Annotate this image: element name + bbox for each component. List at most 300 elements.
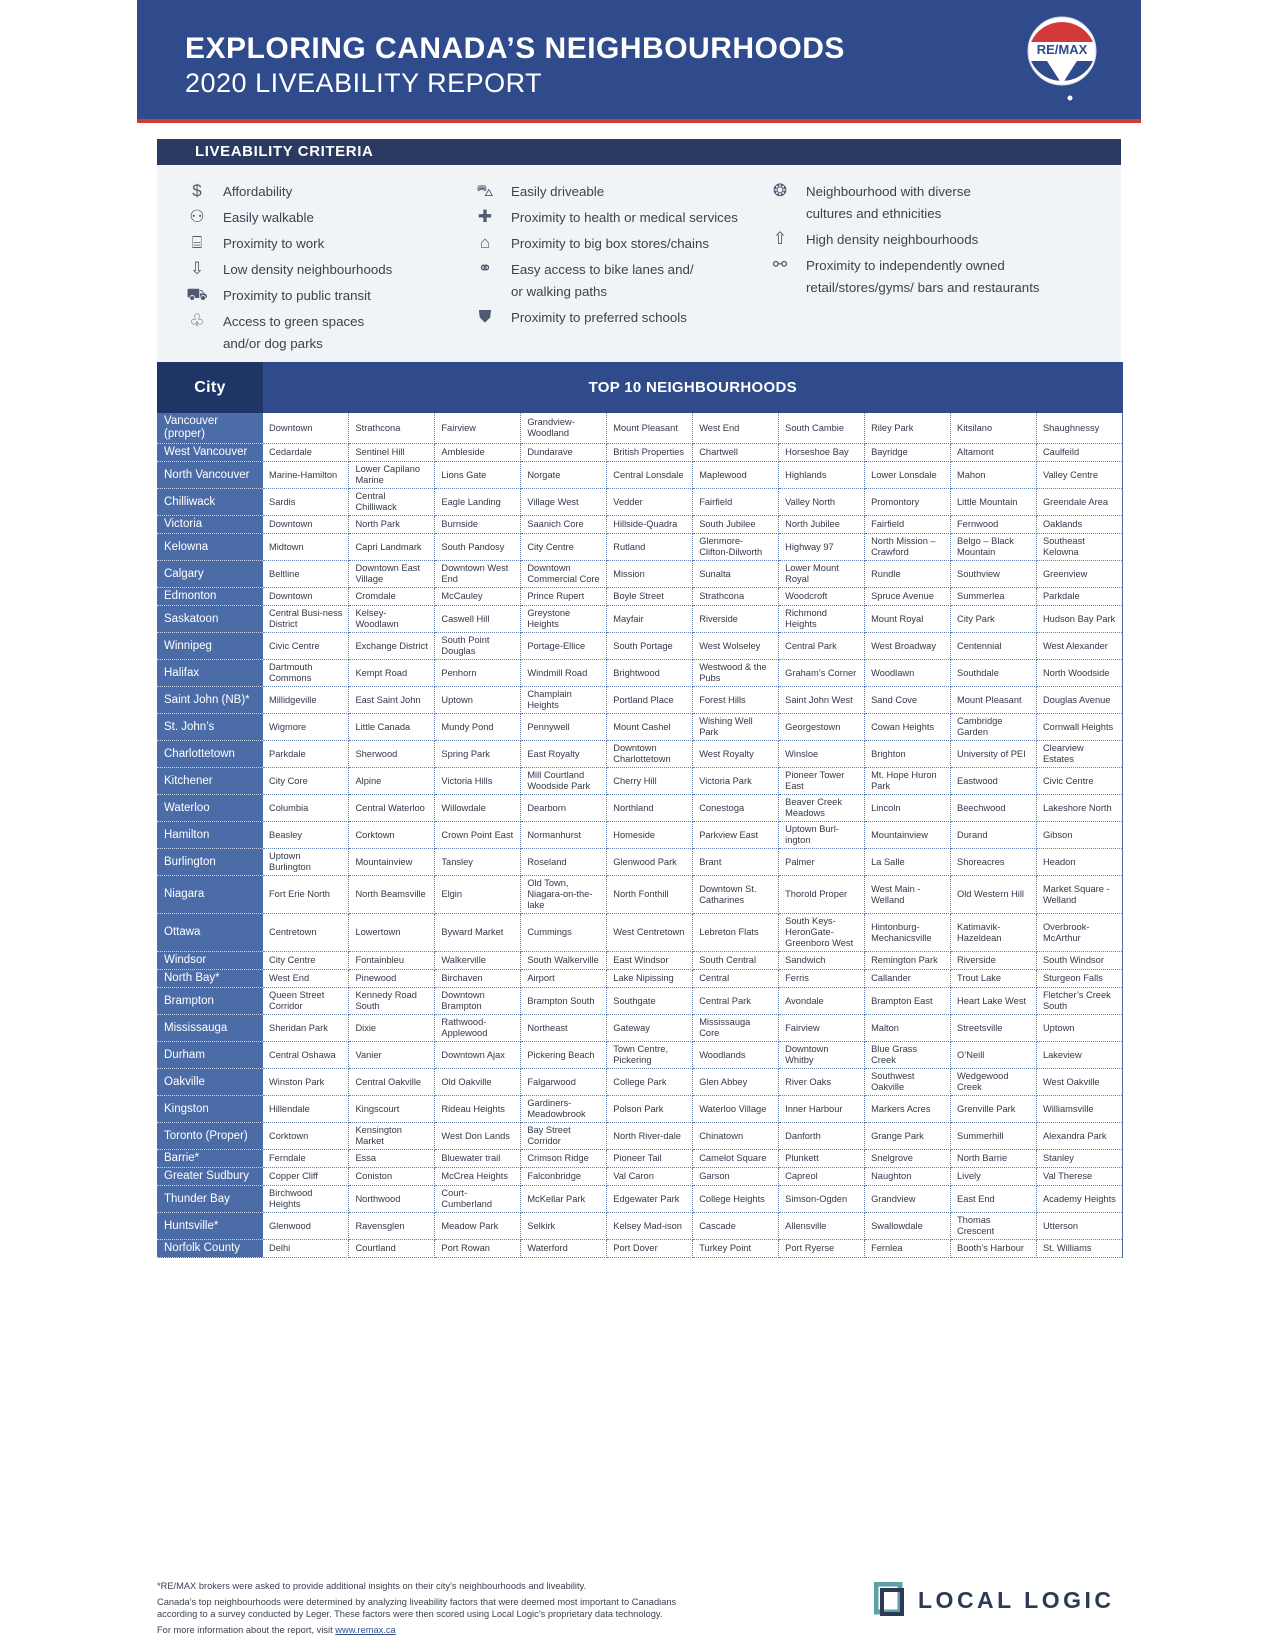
neighbourhood-cell: Beltline bbox=[263, 561, 349, 588]
neighbourhood-cell: Mount Pleasant bbox=[951, 687, 1037, 714]
bus-icon: ⛟ bbox=[186, 285, 208, 304]
neighbourhood-cell: Cambridge Garden bbox=[951, 714, 1037, 741]
neighbourhood-cell: Durand bbox=[951, 822, 1037, 849]
table-row bbox=[157, 534, 1123, 561]
neighbourhood-cell: Downtown Whitby bbox=[779, 1042, 865, 1069]
criteria-label: cultures and ethnicities bbox=[806, 206, 942, 221]
criteria-column-2 bbox=[472, 181, 738, 333]
neighbourhood-cell: Parkdale bbox=[263, 741, 349, 768]
neighbourhood-cell: Georgestown bbox=[779, 714, 865, 741]
neighbourhood-cell: Fontainbleu bbox=[349, 952, 435, 970]
neighbourhood-cell: Fairfield bbox=[693, 489, 779, 516]
neighbourhood-cell: Brampton East bbox=[865, 988, 951, 1015]
neighbourhood-cell: Grandview bbox=[865, 1186, 951, 1213]
neighbourhood-cell: Norgate bbox=[521, 462, 607, 489]
neighbourhood-cell: Fairview bbox=[779, 1015, 865, 1042]
neighbourhood-cell: Downtown Commercial Core bbox=[521, 561, 607, 588]
neighbourhood-cell: Corktown bbox=[349, 822, 435, 849]
neighbourhood-cell: Forest Hills bbox=[693, 687, 779, 714]
neighbourhood-cell: Southwest Oakville bbox=[865, 1069, 951, 1096]
neighbourhood-cell: Selkirk bbox=[521, 1213, 607, 1240]
neighbourhood-cell: Stanley bbox=[1036, 1150, 1122, 1168]
neighbourhood-cell: Corktown bbox=[263, 1123, 349, 1150]
neighbourhood-cell: Parkdale bbox=[1036, 588, 1122, 606]
neighbourhood-cell: Village West bbox=[521, 489, 607, 516]
neighbourhood-cell: Tansley bbox=[435, 849, 521, 876]
neighbourhood-cell: Swallowdale bbox=[865, 1213, 951, 1240]
neighbourhood-cell: Uptown bbox=[435, 687, 521, 714]
table-row bbox=[157, 714, 1123, 741]
neighbourhood-cell: West Broadway bbox=[865, 633, 951, 660]
city-cell: Thunder Bay bbox=[157, 1186, 263, 1213]
neighbourhood-cell: Prince Rupert bbox=[521, 588, 607, 606]
neighbourhood-cell: Port Ryerse bbox=[779, 1240, 865, 1258]
neighbourhood-cell: Champlain Heights bbox=[521, 687, 607, 714]
neighbourhood-cell: Cornwall Heights bbox=[1036, 714, 1122, 741]
neighbourhood-cell: Willowdale bbox=[435, 795, 521, 822]
neighbourhood-cell: Northland bbox=[607, 795, 693, 822]
neighbourhood-cell: Allensville bbox=[779, 1213, 865, 1240]
neighbourhood-cell: Spruce Avenue bbox=[865, 588, 951, 606]
table-row bbox=[157, 606, 1123, 633]
table-row bbox=[157, 687, 1123, 714]
neighbourhood-cell: Sturgeon Falls bbox=[1036, 970, 1122, 988]
neighbourhood-cell: Thomas Crescent bbox=[951, 1213, 1037, 1240]
neighbourhood-cell: Little Canada bbox=[349, 714, 435, 741]
neighbourhood-cell: Lakeshore North bbox=[1036, 795, 1122, 822]
neighbourhood-cell: East Saint John bbox=[349, 687, 435, 714]
neighbourhood-cell: Portage-Ellice bbox=[521, 633, 607, 660]
neighbourhood-cell: Downtown bbox=[263, 588, 349, 606]
neighbourhood-cell: Gardiners-Meadowbrook bbox=[521, 1096, 607, 1123]
report-header bbox=[137, 0, 1141, 123]
city-cell: West Vancouver bbox=[157, 444, 263, 462]
city-cell: Oakville bbox=[157, 1069, 263, 1096]
neighbourhood-cell: Cromdale bbox=[349, 588, 435, 606]
neighbourhood-cell: Falgarwood bbox=[521, 1069, 607, 1096]
neighbourhood-cell: Valley North bbox=[779, 489, 865, 516]
neighbourhood-cell: Pinewood bbox=[349, 970, 435, 988]
table-row bbox=[157, 1186, 1123, 1213]
neighbourhood-cell: South Cambie bbox=[779, 413, 865, 444]
criteria-item bbox=[472, 307, 738, 329]
neighbourhood-cell: Crown Point East bbox=[435, 822, 521, 849]
neighbourhood-cell: Centennial bbox=[951, 633, 1037, 660]
criteria-item bbox=[184, 181, 392, 203]
criteria-label: or walking paths bbox=[511, 284, 608, 299]
neighbourhood-cell: Rundle bbox=[865, 561, 951, 588]
neighbourhood-cell: Riverside bbox=[951, 952, 1037, 970]
neighbourhood-cell: Central Oshawa bbox=[263, 1042, 349, 1069]
neighbourhood-cell: Strathcona bbox=[349, 413, 435, 444]
neighbourhood-cell: Dartmouth Commons bbox=[263, 660, 349, 687]
neighbourhood-cell: Blue Grass Creek bbox=[865, 1042, 951, 1069]
criteria-item bbox=[184, 207, 392, 229]
table-row bbox=[157, 588, 1123, 606]
neighbourhood-cell: Southeast Kelowna bbox=[1036, 534, 1122, 561]
neighbourhood-cell: Old Town, Niagara-on-the-lake bbox=[521, 876, 607, 914]
neighbourhood-cell: Sheridan Park bbox=[263, 1015, 349, 1042]
city-cell: Kitchener bbox=[157, 768, 263, 795]
neighbourhood-cell: Cowan Heights bbox=[865, 714, 951, 741]
neighbourhood-cell: Bay Street Corridor bbox=[521, 1123, 607, 1150]
neighbourhood-cell: Marine-Hamilton bbox=[263, 462, 349, 489]
table-row bbox=[157, 795, 1123, 822]
neighbourhood-cell: Simson-Ogden bbox=[779, 1186, 865, 1213]
table-row bbox=[157, 741, 1123, 768]
neighbourhood-cell: Uptown Burlington bbox=[263, 849, 349, 876]
neighbourhood-cell: Central Oakville bbox=[349, 1069, 435, 1096]
backpack-icon: ⛊ bbox=[478, 307, 492, 326]
neighbourhood-cell: Danforth bbox=[779, 1123, 865, 1150]
table-row bbox=[157, 768, 1123, 795]
criteria-heading: LIVEABILITY CRITERIA bbox=[157, 139, 1121, 165]
neighbourhood-cell: South Portage bbox=[607, 633, 693, 660]
table-row bbox=[157, 1069, 1123, 1096]
neighbourhood-cell: Beechwood bbox=[951, 795, 1037, 822]
table-row bbox=[157, 988, 1123, 1015]
criteria-column-1 bbox=[184, 181, 392, 359]
neighbourhood-cell: Inner Harbour bbox=[779, 1096, 865, 1123]
city-cell: Burlington bbox=[157, 849, 263, 876]
neighbourhood-cell: Central Park bbox=[779, 633, 865, 660]
neighbourhood-cell: Rathwood-Applewood bbox=[435, 1015, 521, 1042]
neighbourhood-cell: Copper Cliff bbox=[263, 1168, 349, 1186]
neighbourhood-cell: Trout Lake bbox=[951, 970, 1037, 988]
neighbourhood-cell: Downtown Charlottetown bbox=[607, 741, 693, 768]
remax-link[interactable]: www.remax.ca bbox=[335, 1625, 396, 1635]
neighbourhood-cell: Roseland bbox=[521, 849, 607, 876]
neighbourhood-cell: Summerlea bbox=[951, 588, 1037, 606]
neighbourhood-cell: Victoria Park bbox=[693, 768, 779, 795]
criteria-label: Proximity to big box stores/chains bbox=[511, 236, 710, 251]
neighbourhood-cell: Utterson bbox=[1036, 1213, 1122, 1240]
neighbourhood-cell: Parkview East bbox=[693, 822, 779, 849]
criteria-label: Proximity to work bbox=[223, 236, 325, 251]
neighbourhood-cell: Saanich Core bbox=[521, 516, 607, 534]
neighbourhood-cell: Courtland bbox=[349, 1240, 435, 1258]
methodology-line-2: according to a survey conducted by Leger. These factors were then scored using Local Logic’s proprietary data technology. bbox=[157, 1609, 663, 1619]
neighbourhood-cell: Greendale Area bbox=[1036, 489, 1122, 516]
neighbourhood-cell: Cummings bbox=[521, 914, 607, 952]
neighbourhood-cell: Maplewood bbox=[693, 462, 779, 489]
neighbourhood-cell: Wigmore bbox=[263, 714, 349, 741]
neighbourhood-cell: Birchwood Heights bbox=[263, 1186, 349, 1213]
neighbourhood-cell: Academy Heights bbox=[1036, 1186, 1122, 1213]
neighbourhood-cell: Walkerville bbox=[435, 952, 521, 970]
neighbourhood-cell: Caulfeild bbox=[1036, 444, 1122, 462]
city-cell: St. John’s bbox=[157, 714, 263, 741]
neighbourhood-cell: South Windsor bbox=[1036, 952, 1122, 970]
remax-balloon-logo bbox=[1025, 14, 1099, 106]
more-info-text: For more information about the report, visit bbox=[157, 1625, 336, 1635]
neighbourhood-cell: Fort Erie North bbox=[263, 876, 349, 914]
neighbourhood-cell: Central Lonsdale bbox=[607, 462, 693, 489]
neighbourhood-cell: University of PEI bbox=[951, 741, 1037, 768]
neighbourhood-cell: City Centre bbox=[263, 952, 349, 970]
neighbourhood-cell: Old Oakville bbox=[435, 1069, 521, 1096]
neighbourhood-cell: Ravensglen bbox=[349, 1213, 435, 1240]
table-row bbox=[157, 1042, 1123, 1069]
neighbourhood-cell: North River-dale bbox=[607, 1123, 693, 1150]
neighbourhood-cell: Mission bbox=[607, 561, 693, 588]
neighbourhood-cell: Kitsilano bbox=[951, 413, 1037, 444]
table-row bbox=[157, 876, 1123, 914]
neighbourhood-cell: Dundarave bbox=[521, 444, 607, 462]
table-row bbox=[157, 444, 1123, 462]
city-cell: Saskatoon bbox=[157, 606, 263, 633]
neighbourhood-cell: Winsloe bbox=[779, 741, 865, 768]
city-cell: Windsor bbox=[157, 952, 263, 970]
footnotes bbox=[157, 1580, 797, 1640]
neighbourhood-cell: Southdale bbox=[951, 660, 1037, 687]
neighbourhood-cell: Rideau Heights bbox=[435, 1096, 521, 1123]
city-cell: Halifax bbox=[157, 660, 263, 687]
city-cell: Hamilton bbox=[157, 822, 263, 849]
neighbourhood-cell: Glenwood Park bbox=[607, 849, 693, 876]
neighbourhood-cell: Portland Place bbox=[607, 687, 693, 714]
neighbourhood-cell: Horseshoe Bay bbox=[779, 444, 865, 462]
city-cell: Calgary bbox=[157, 561, 263, 588]
neighbourhood-cell: Remington Park bbox=[865, 952, 951, 970]
neighbourhood-cell: Strathcona bbox=[693, 588, 779, 606]
neighbourhood-cell: Downtown bbox=[263, 516, 349, 534]
neighbourhood-cell: Delhi bbox=[263, 1240, 349, 1258]
neighbourhood-cell: West Centretown bbox=[607, 914, 693, 952]
neighbourhood-cell: Mill Courtland Woodside Park bbox=[521, 768, 607, 795]
neighbourhood-cell: Beasley bbox=[263, 822, 349, 849]
neighbourhood-cell: Conestoga bbox=[693, 795, 779, 822]
city-cell: North Bay* bbox=[157, 970, 263, 988]
table-row bbox=[157, 1096, 1123, 1123]
neighbourhood-cell: Downtown East Village bbox=[349, 561, 435, 588]
table-row bbox=[157, 1213, 1123, 1240]
criteria-item bbox=[184, 311, 392, 355]
neighbourhood-cell: Brightwood bbox=[607, 660, 693, 687]
neighbourhood-cell: Oaklands bbox=[1036, 516, 1122, 534]
city-cell: Brampton bbox=[157, 988, 263, 1015]
neighbourhood-cell: Northeast bbox=[521, 1015, 607, 1042]
neighbourhood-cell: Bayridge bbox=[865, 444, 951, 462]
neighbourhood-cell: Wedgewood Creek bbox=[951, 1069, 1037, 1096]
neighbourhood-cell: Sunalta bbox=[693, 561, 779, 588]
neighbourhood-cell: South Walkerville bbox=[521, 952, 607, 970]
criteria-label: Neighbourhood with diverse bbox=[806, 184, 971, 199]
neighbourhood-cell: Downtown Brampton bbox=[435, 988, 521, 1015]
page-subtitle: 2020 LIVEABILITY REPORT bbox=[185, 68, 543, 98]
neighbourhood-cell: North Woodside bbox=[1036, 660, 1122, 687]
neighbourhood-cell: West Main - Welland bbox=[865, 876, 951, 914]
city-cell: Kelowna bbox=[157, 534, 263, 561]
city-cell: Toronto (Proper) bbox=[157, 1123, 263, 1150]
neighbourhood-cell: Southgate bbox=[607, 988, 693, 1015]
neighbourhood-cell: Alexandra Park bbox=[1036, 1123, 1122, 1150]
neighbourhood-cell: Boyle Street bbox=[607, 588, 693, 606]
neighbourhood-cell: McCauley bbox=[435, 588, 521, 606]
neighbourhood-cell: Queen Street Corridor bbox=[263, 988, 349, 1015]
neighbourhood-cell: South Pandosy bbox=[435, 534, 521, 561]
neighbourhood-cell: Spring Park bbox=[435, 741, 521, 768]
neighbourhood-cell: Lakeview bbox=[1036, 1042, 1122, 1069]
city-cell: Saint John (NB)* bbox=[157, 687, 263, 714]
page-title: EXPLORING CANADA’S NEIGHBOURHOODS bbox=[185, 32, 845, 65]
neighbourhoods-table bbox=[157, 362, 1123, 1258]
neighbourhood-cell: Kelsey Mad-ison bbox=[607, 1213, 693, 1240]
neighbourhood-cell: Mountainview bbox=[865, 822, 951, 849]
neighbourhood-cell: Overbrook-McArthur bbox=[1036, 914, 1122, 952]
criteria-label: Easily driveable bbox=[511, 184, 605, 199]
criteria-label: Affordability bbox=[223, 184, 293, 199]
neighbourhood-cell: Highlands bbox=[779, 462, 865, 489]
criteria-label: High density neighbourhoods bbox=[806, 232, 979, 247]
neighbourhood-cell: Downtown Ajax bbox=[435, 1042, 521, 1069]
neighbourhood-cell: Vedder bbox=[607, 489, 693, 516]
neighbourhood-cell: La Salle bbox=[865, 849, 951, 876]
neighbourhood-cell: Markers Acres bbox=[865, 1096, 951, 1123]
neighbourhood-cell: Rutland bbox=[607, 534, 693, 561]
table-row bbox=[157, 462, 1123, 489]
criteria-label: retail/stores/gyms/ bars and restaurants bbox=[806, 280, 1040, 295]
neighbourhood-cell: Heart Lake West bbox=[951, 988, 1037, 1015]
neighbourhood-cell: East Royalty bbox=[521, 741, 607, 768]
neighbourhood-cell: Polson Park bbox=[607, 1096, 693, 1123]
city-cell: Vancouver (proper) bbox=[157, 413, 263, 444]
neighbourhood-cell: Riley Park bbox=[865, 413, 951, 444]
neighbourhood-cell: Hintonburg-Mechanicsville bbox=[865, 914, 951, 952]
neighbourhood-cell: Pioneer Tail bbox=[607, 1150, 693, 1168]
neighbourhood-cell: Uptown bbox=[1036, 1015, 1122, 1042]
footnote-methodology bbox=[157, 1596, 797, 1620]
footnote-brokers: *RE/MAX brokers were asked to provide additional insights on their city’s neighbourhoods and liveability. bbox=[157, 1581, 587, 1591]
neighbourhood-cell: Riverside bbox=[693, 606, 779, 633]
neighbourhood-cell: Lower Lonsdale bbox=[865, 462, 951, 489]
criteria-item bbox=[767, 181, 1040, 225]
neighbourhood-cell: Fairfield bbox=[865, 516, 951, 534]
neighbourhood-cell: Val Caron bbox=[607, 1168, 693, 1186]
city-cell: Huntsville* bbox=[157, 1213, 263, 1240]
neighbourhood-cell: Promontory bbox=[865, 489, 951, 516]
neighbourhood-cell: Belgo – Black Mountain bbox=[951, 534, 1037, 561]
criteria-label: Easily walkable bbox=[223, 210, 314, 225]
city-cell: North Vancouver bbox=[157, 462, 263, 489]
neighbourhood-cell: Mount Cashel bbox=[607, 714, 693, 741]
neighbourhood-cell: Hillendale bbox=[263, 1096, 349, 1123]
neighbourhood-cell: North Beamsville bbox=[349, 876, 435, 914]
neighbourhood-cell: Court-Cumberland bbox=[435, 1186, 521, 1213]
globe-hands-icon: ❂ bbox=[772, 181, 788, 200]
criteria-item bbox=[472, 259, 738, 303]
neighbourhood-cell: Old Western Hill bbox=[951, 876, 1037, 914]
neighbourhood-cell: Grenville Park bbox=[951, 1096, 1037, 1123]
criteria-label: Proximity to preferred schools bbox=[511, 310, 687, 325]
car-icon: ⛍ bbox=[476, 181, 494, 200]
neighbourhood-cell: Capreol bbox=[779, 1168, 865, 1186]
table-row bbox=[157, 1240, 1123, 1258]
neighbourhood-cell: Eastwood bbox=[951, 768, 1037, 795]
neighbourhood-cell: South Central bbox=[693, 952, 779, 970]
criteria-item bbox=[184, 285, 392, 307]
neighbourhood-cell: Port Rowan bbox=[435, 1240, 521, 1258]
neighbourhood-cell: Vanier bbox=[349, 1042, 435, 1069]
briefcase-icon: ⌸ bbox=[191, 233, 203, 252]
neighbourhood-cell: Civic Centre bbox=[263, 633, 349, 660]
neighbourhood-cell: Cedardale bbox=[263, 444, 349, 462]
neighbourhood-cell: British Properties bbox=[607, 444, 693, 462]
criteria-item bbox=[472, 233, 738, 255]
neighbourhood-cell: Lebreton Flats bbox=[693, 914, 779, 952]
city-cell: Chilliwack bbox=[157, 489, 263, 516]
neighbourhood-cell: Alpine bbox=[349, 768, 435, 795]
neighbourhood-cell: Turkey Point bbox=[693, 1240, 779, 1258]
neighbourhood-cell: Dixie bbox=[349, 1015, 435, 1042]
neighbourhood-cell: Mayfair bbox=[607, 606, 693, 633]
neighbourhood-cell: Southview bbox=[951, 561, 1037, 588]
neighbourhood-cell: Brampton South bbox=[521, 988, 607, 1015]
neighbourhood-cell: Central bbox=[693, 970, 779, 988]
methodology-line-1: Canada’s top neighbourhoods were determined by analyzing liveability factors that were deemed most important to Canadians bbox=[157, 1597, 677, 1607]
neighbourhood-cell: Altamont bbox=[951, 444, 1037, 462]
neighbourhood-cell: West End bbox=[693, 413, 779, 444]
piggy-bank-icon: $ bbox=[192, 181, 202, 200]
neighbourhood-cell: Victoria Hills bbox=[435, 768, 521, 795]
neighbourhood-cell: Beaver Creek Meadows bbox=[779, 795, 865, 822]
top10-column-header: TOP 10 NEIGHBOURHOODS bbox=[263, 362, 1123, 413]
neighbourhood-cell: Mississauga Core bbox=[693, 1015, 779, 1042]
neighbourhood-cell: Sherwood bbox=[349, 741, 435, 768]
neighbourhood-cell: Ferris bbox=[779, 970, 865, 988]
city-cell: Charlottetown bbox=[157, 741, 263, 768]
neighbourhood-cell: Greenview bbox=[1036, 561, 1122, 588]
neighbourhood-cell: Woodlawn bbox=[865, 660, 951, 687]
neighbourhood-cell: Uptown Burl-ington bbox=[779, 822, 865, 849]
neighbourhood-cell: Brighton bbox=[865, 741, 951, 768]
neighbourhood-cell: River Oaks bbox=[779, 1069, 865, 1096]
neighbourhood-cell: City Core bbox=[263, 768, 349, 795]
neighbourhood-cell: Camelot Square bbox=[693, 1150, 779, 1168]
city-cell: Greater Sudbury bbox=[157, 1168, 263, 1186]
neighbourhood-cell: City Centre bbox=[521, 534, 607, 561]
table-row bbox=[157, 516, 1123, 534]
criteria-item bbox=[472, 207, 738, 229]
neighbourhood-cell: West Royalty bbox=[693, 741, 779, 768]
arrow-up-icon: ⇧ bbox=[772, 229, 788, 248]
neighbourhood-cell: Falconbridge bbox=[521, 1168, 607, 1186]
city-cell: Ottawa bbox=[157, 914, 263, 952]
neighbourhood-cell: Northwood bbox=[349, 1186, 435, 1213]
neighbourhood-cell: Fletcher’s Creek South bbox=[1036, 988, 1122, 1015]
neighbourhood-cell: Caswell Hill bbox=[435, 606, 521, 633]
neighbourhood-cell: McCrea Heights bbox=[435, 1168, 521, 1186]
neighbourhood-cell: Mount Pleasant bbox=[607, 413, 693, 444]
table-row bbox=[157, 1168, 1123, 1186]
neighbourhood-cell: Pickering Beach bbox=[521, 1042, 607, 1069]
neighbourhood-cell: North Mission – Crawford bbox=[865, 534, 951, 561]
storefront-icon: ⌂ bbox=[479, 233, 491, 252]
table-row bbox=[157, 822, 1123, 849]
neighbourhood-cell: Naughton bbox=[865, 1168, 951, 1186]
neighbourhood-cell: Lower Capilano Marine bbox=[349, 462, 435, 489]
neighbourhood-cell: Pennywell bbox=[521, 714, 607, 741]
table-row bbox=[157, 970, 1123, 988]
neighbourhood-cell: Lions Gate bbox=[435, 462, 521, 489]
neighbourhood-cell: Glenmore-Clifton-Dilworth bbox=[693, 534, 779, 561]
neighbourhood-cell: Essa bbox=[349, 1150, 435, 1168]
table-row bbox=[157, 952, 1123, 970]
neighbourhood-cell: Downtown West End bbox=[435, 561, 521, 588]
local-logic-wordmark: LOCAL LOGIC bbox=[918, 1587, 1115, 1613]
liveability-criteria-panel bbox=[157, 139, 1121, 363]
neighbourhood-cell: Booth’s Harbour bbox=[951, 1240, 1037, 1258]
